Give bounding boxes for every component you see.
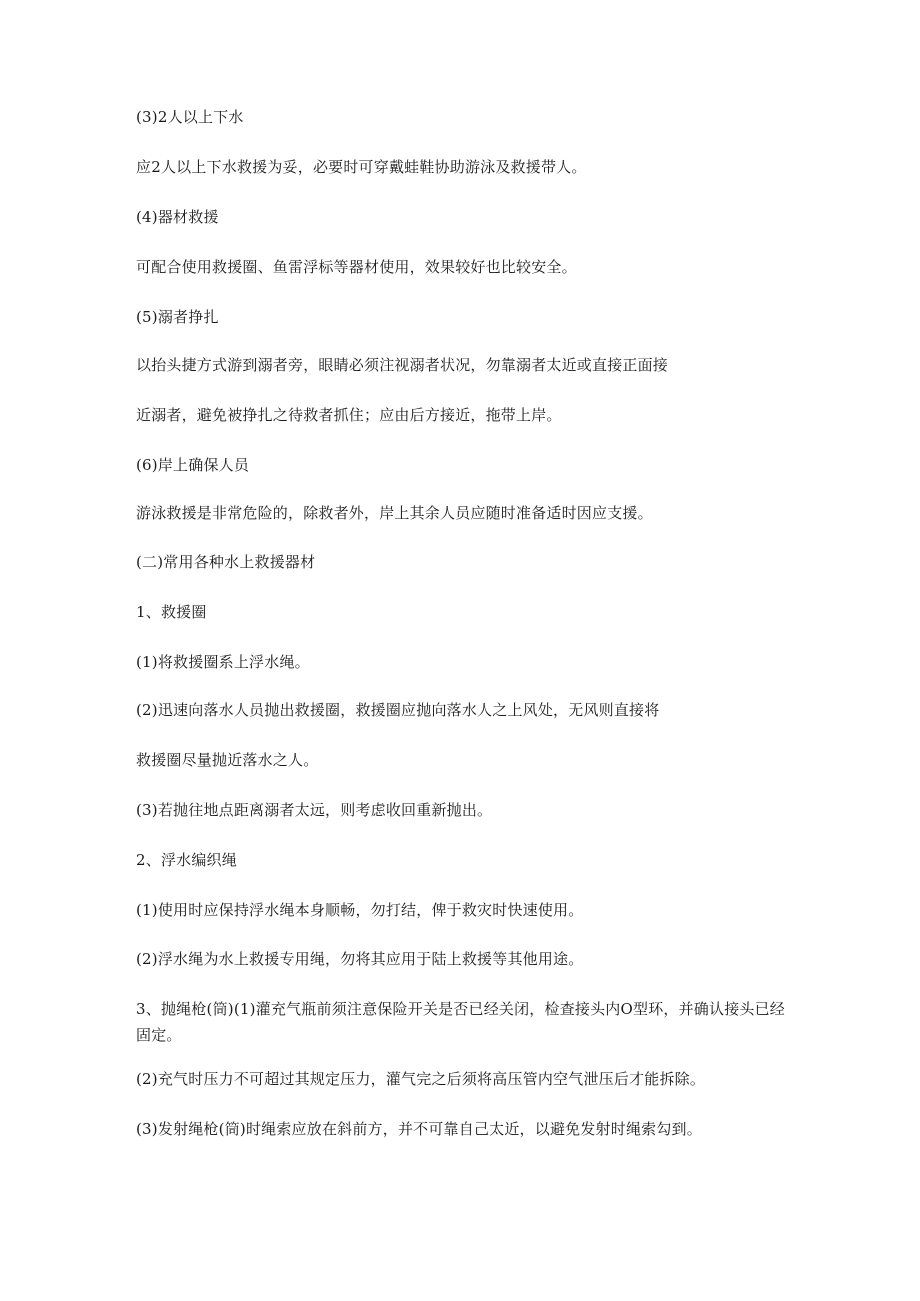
heading-drowning-struggle: (5)溺者挣扎 [136, 308, 219, 326]
heading-two-plus-rescuers: (3)2人以上下水 [136, 108, 244, 126]
heading-line-gun: 3、抛绳枪(筒)(1)灌充气瓶前须注意保险开关是否已经关闭，检查接头内O型环，并确认接头已经固定。 [136, 1000, 785, 1044]
heading-equipment-rescue: (4)器材救援 [136, 208, 219, 226]
paragraph-text: (2)浮水绳为水上救援专用绳，勿将其应用于陆上救援等其他用途。 [136, 950, 584, 968]
paragraph-text: (2)充气时压力不可超过其规定压力，灌气完之后须将高压管内空气泄压后才能拆除。 [136, 1070, 706, 1088]
paragraph-text: (1)将救援圈系上浮水绳。 [136, 653, 310, 671]
paragraph-text: (3)发射绳枪(筒)时绳索应放在斜前方，并不可靠自己太近，以避免发射时绳索勾到。 [136, 1120, 702, 1138]
paragraph-text: 可配合使用救援圈、鱼雷浮标等器材使用，效果较好也比较安全。 [136, 258, 577, 276]
heading-shore-personnel: (6)岸上确保人员 [136, 456, 250, 474]
paragraph-text: 应2人以上下水救援为妥，必要时可穿戴蛙鞋协助游泳及救援带人。 [136, 158, 587, 176]
paragraph-text: 近溺者，避免被挣扎之待救者抓住；应由后方接近，拖带上岸。 [136, 406, 562, 424]
section-heading-rescue-equipment: (二)常用各种水上救援器材 [136, 553, 316, 571]
heading-floating-rope: 2、浮水编织绳 [136, 851, 237, 869]
paragraph-text: (3)若抛往地点距离溺者太远，则考虑收回重新抛出。 [136, 801, 493, 819]
paragraph-text: (2)迅速向落水人员抛出救援圈，救援圈应抛向落水人之上风处，无风则直接将 [136, 701, 660, 719]
paragraph-text: 游泳救援是非常危险的，除救者外，岸上其余人员应随时准备适时因应支援。 [136, 504, 653, 522]
heading-rescue-ring: 1、救援圈 [136, 603, 207, 621]
paragraph-text: 以抬头捷方式游到溺者旁，眼睛必须注视溺者状况，勿靠溺者太近或直接正面接 [136, 356, 669, 374]
paragraph-text: (1)使用时应保持浮水绳本身顺畅，勿打结，俾于救灾时快速使用。 [136, 901, 584, 919]
paragraph-text: 救援圈尽量抛近落水之人。 [136, 751, 319, 769]
